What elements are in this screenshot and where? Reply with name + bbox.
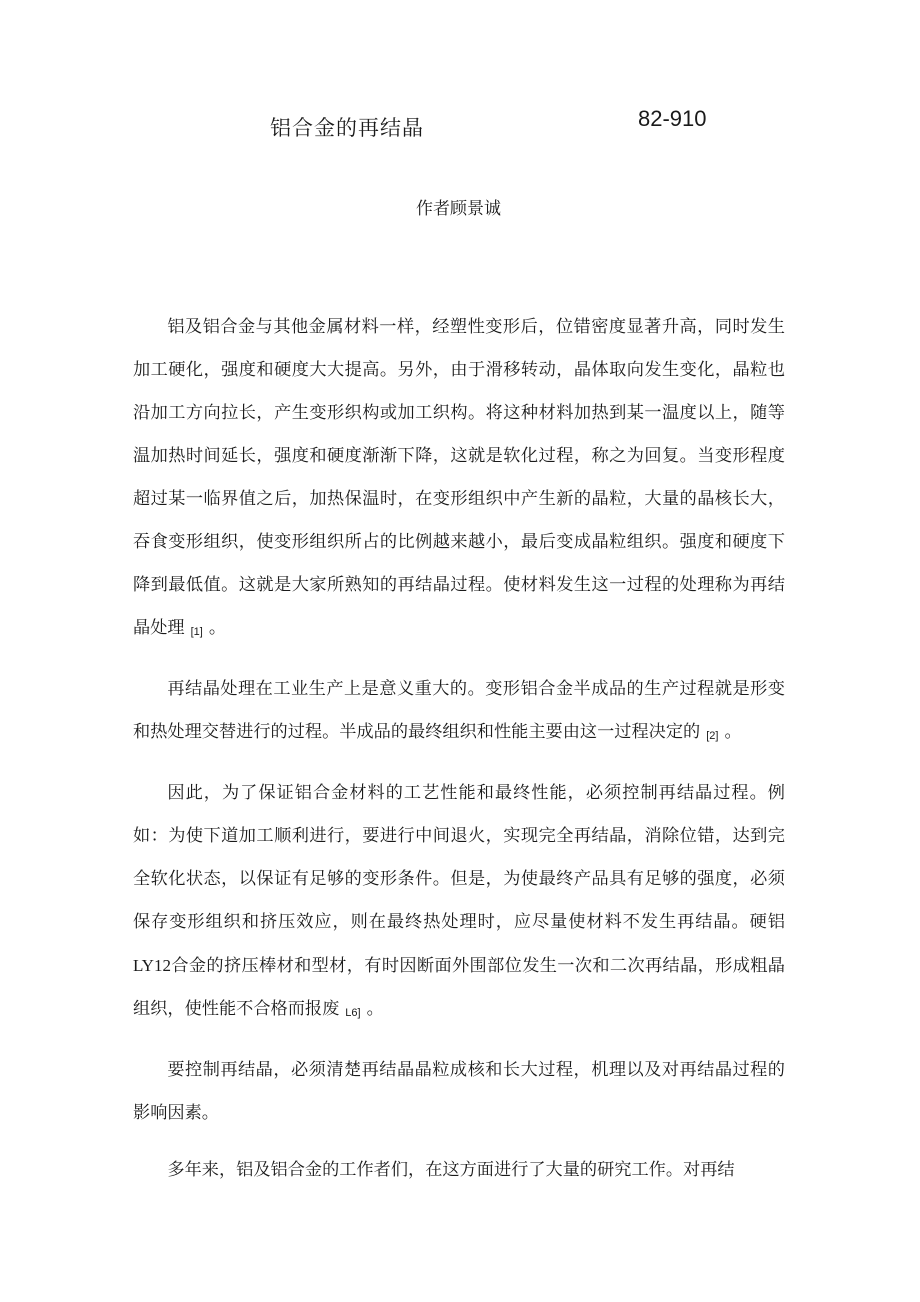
paragraph-1: [133, 306, 785, 654]
document-title: 铝合金的再结晶: [270, 116, 424, 140]
document-number: 82-910: [638, 106, 707, 131]
paragraph-text: 。: [208, 618, 227, 638]
paragraph-text: 多年来，铝及铝合金的工作者们，在这方面进行了大量的研究工作。对再结: [167, 1160, 735, 1180]
document-body: [133, 306, 785, 1192]
document-author: 作者顾景诚: [416, 199, 501, 219]
citation-ref: [1]: [190, 626, 203, 638]
citation-ref: L6]: [345, 1007, 361, 1019]
paragraph-text: 再结晶处理在工业生产上是意义重大的。变形铝合金半成品的生产过程就是形变和热处理交替进行的过程。半成品的最终组织和性能主要由这一过程决定的: [133, 679, 785, 742]
paragraph-text: 因此，为了保证铝合金材料的工艺性能和最终性能，必须控制再结晶过程。例如：为使下道加工顺利进行，要进行中间退火，实现完全再结晶，消除位错，达到完全软化状态，以保证有足够的变形条件。但是，为使最终产品具有足够的强度，必须保存变形组织和挤压效应，则在最终热处理时，应尽量使材料不发生再结晶。硬铝: [133, 783, 785, 932]
paragraph-5: [133, 1149, 785, 1192]
paragraph-4: [133, 1049, 785, 1135]
paragraph-text: 。: [366, 999, 384, 1019]
paragraph-text: 要控制再结晶，必须清楚再结晶晶粒成核和长大过程，机理以及对再结晶过程的影响因素。: [133, 1060, 785, 1123]
citation-ref: [2]: [706, 730, 719, 742]
paragraph-3: [133, 772, 785, 1035]
paragraph-2: [133, 668, 785, 758]
alloy-code: LY12: [133, 956, 171, 975]
paragraph-text: 铝及铝合金与其他金属材料一样，经塑性变形后，位错密度显著升高，同时发生加工硬化，强度和硬度大大提高。另外，由于滑移转动，晶体取向发生变化，晶粒也沿加工方向拉长，产生变形织构或加工织构。将这种材料加热到某一温度以上，随等温加热时间延长，强度和硬度渐渐下降，这就是软化过程，称之为回复。当变形程度超过某一临界值之后，加热保温时，在变形组织中产生新的晶粒，大量的晶核长大，吞食变形组织，使变形组织所占的比例越来越小，最后变成晶粒组织。强度和硬度下降到最低值。这就是大家所熟知的再结晶过程。使材料发生这一过程的处理称为再结晶处理: [133, 317, 785, 638]
paragraph-text: 。: [724, 722, 742, 742]
paragraph-text: 合金的挤压棒材和型材，有时因断面外围部位发生一次和二次再结晶，形成粗晶组织，使性能不合格而报废: [133, 956, 785, 1019]
